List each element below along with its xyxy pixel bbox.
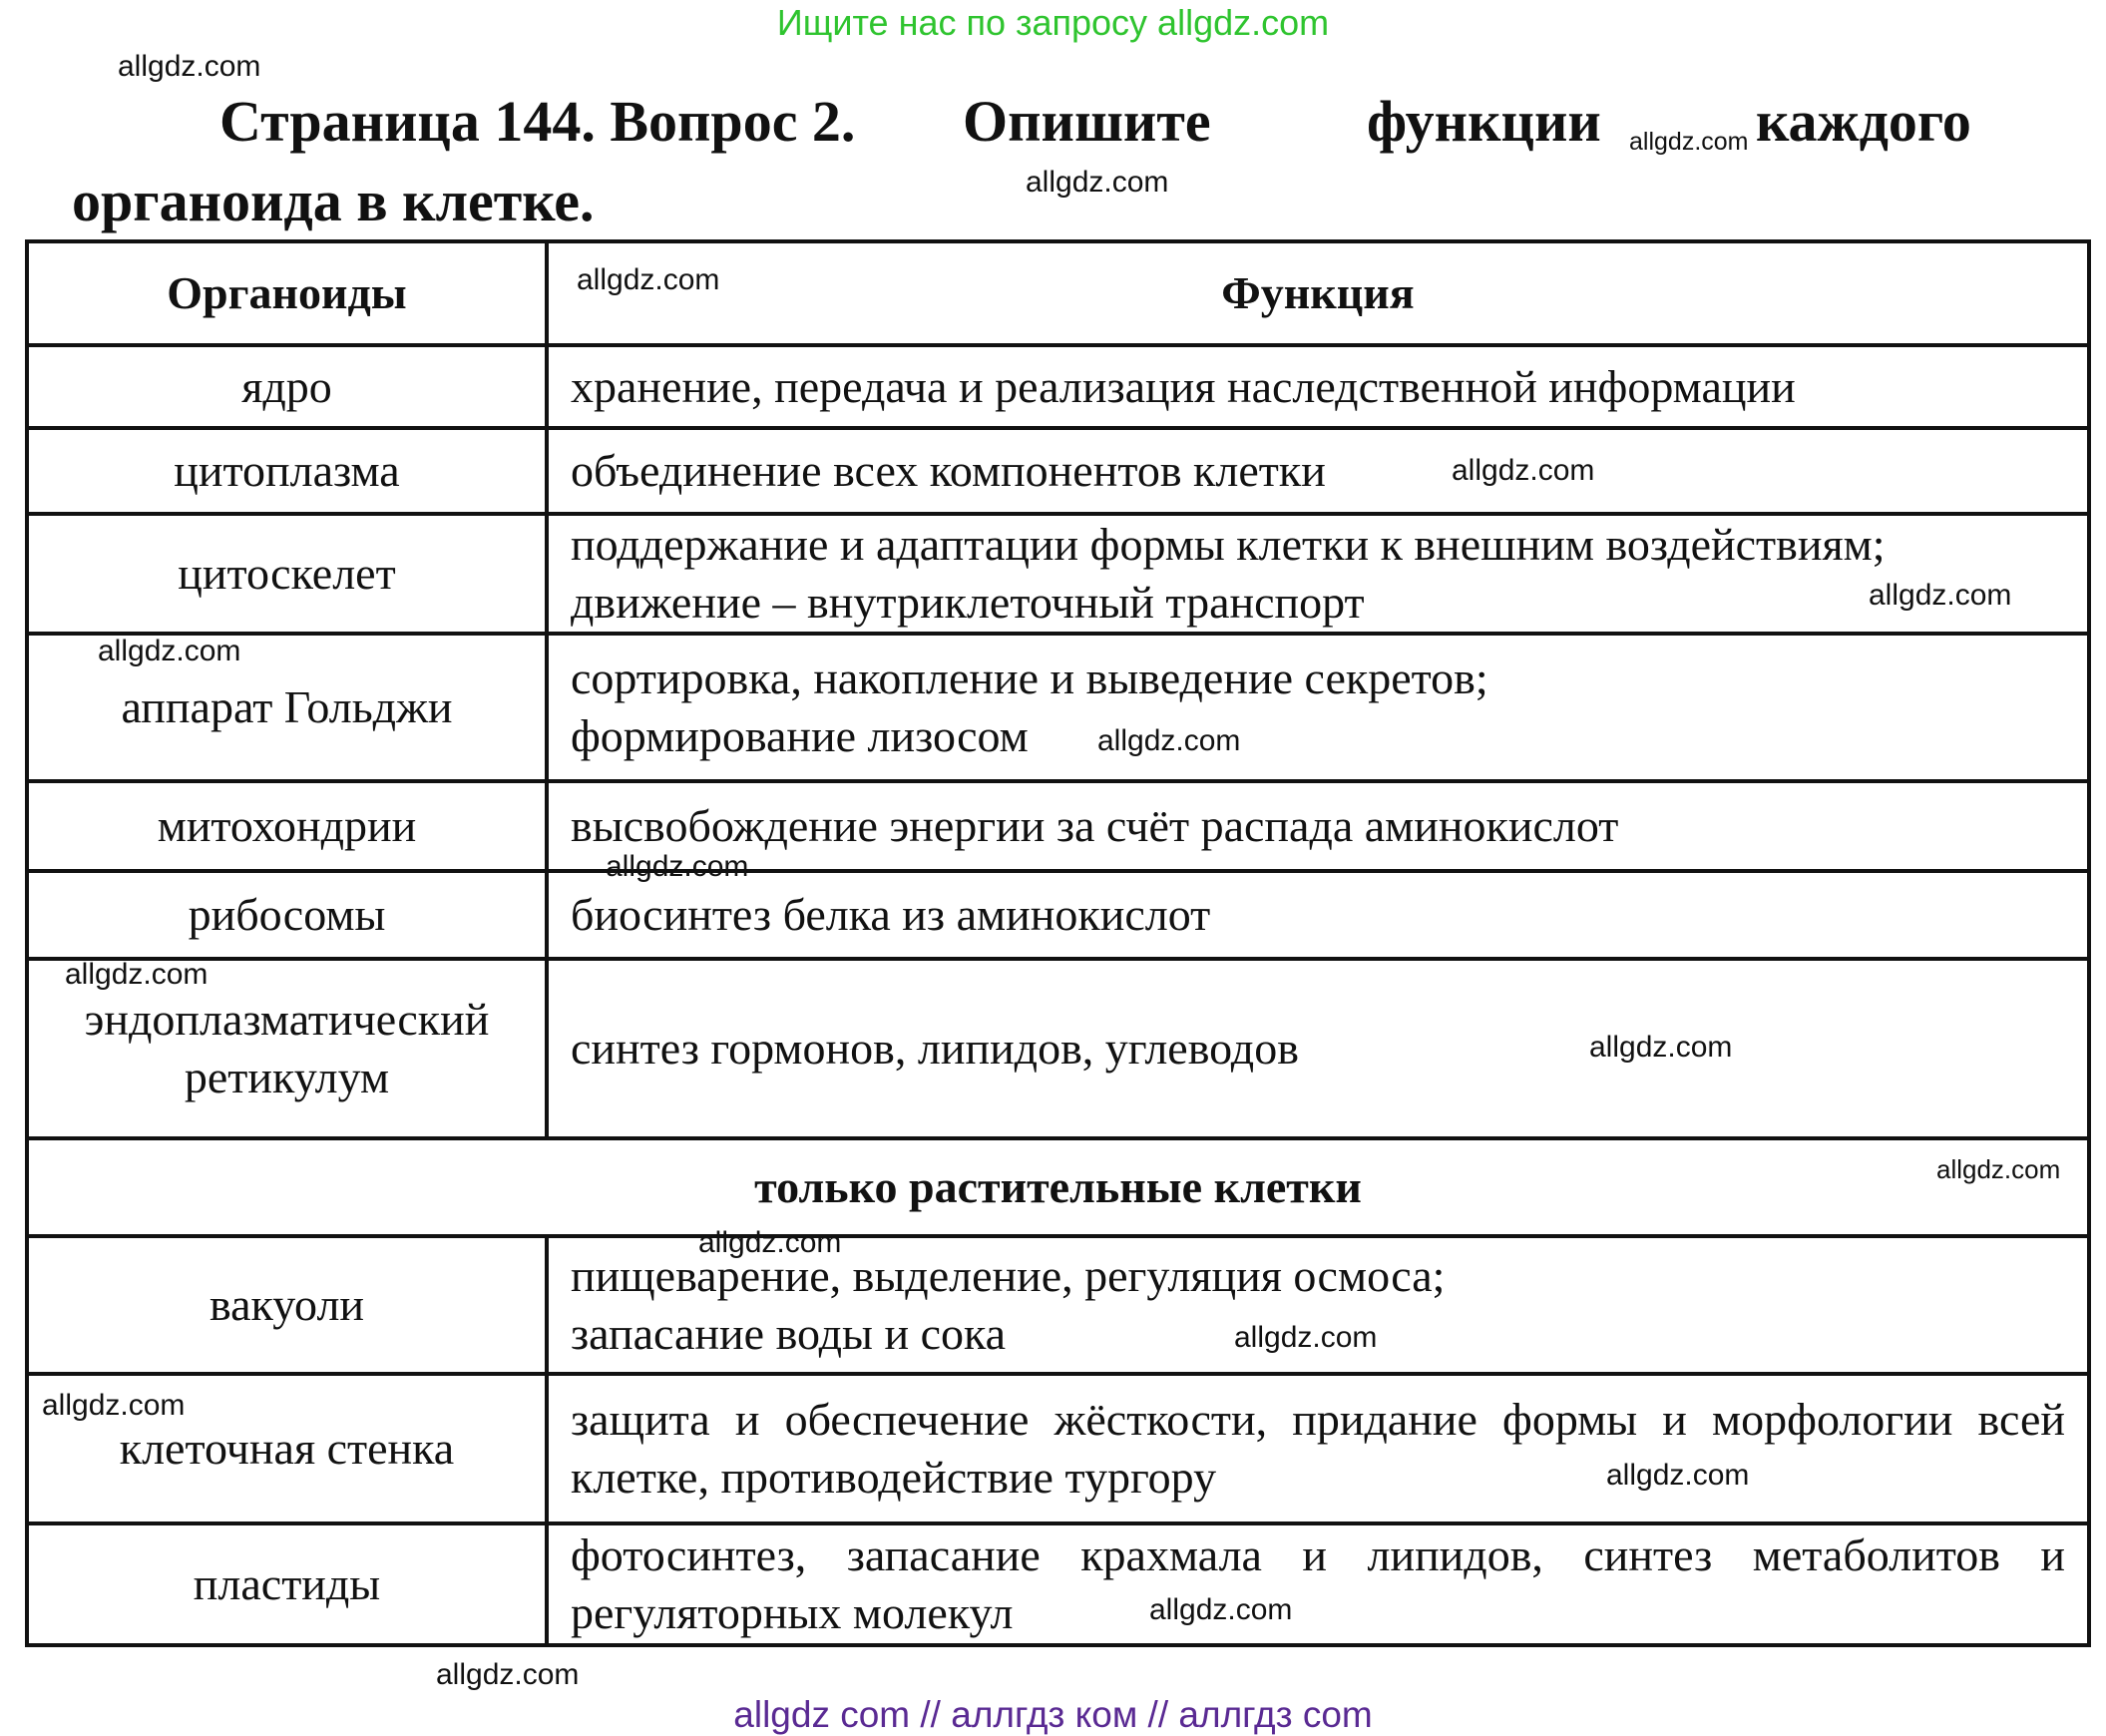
table-row [27,634,2089,781]
watermark: allgdz.com [98,635,241,667]
function-cell [547,634,2089,781]
table-row [27,428,2089,514]
table-row [27,514,2089,634]
title-part-1: Страница 144. Вопрос 2. [219,89,856,154]
table-row [27,1523,2089,1645]
watermark: allgdz.com [606,850,749,883]
watermark: allgdz.com [42,1389,186,1422]
section-heading: только растительные клетки [27,1138,2089,1236]
organoid-line: эндоплазматический [84,994,490,1045]
watermark: allgdz.com [1589,1031,1733,1064]
organoid-cell: вакуоли [27,1236,547,1374]
function-cell: хранение, передача и реализация наследственной информации [547,345,2089,428]
table-row [27,1374,2089,1523]
section-row [27,1138,2089,1236]
function-line: движение – внутриклеточный транспорт [571,577,1365,628]
table-row [27,871,2089,959]
table-row [27,345,2089,428]
organoid-cell: ядро [27,345,547,428]
title-part-3: функции [1367,89,1601,154]
organoid-cell: митохондрии [27,781,547,871]
title-part-2: Опишите [963,89,1211,154]
organoid-cell: пластиды [27,1523,547,1645]
header-function: Функция [547,241,2089,345]
function-line: пищеварение, выделение, регуляция осмоса; [571,1250,1446,1301]
organoid-cell: аппарат Гольджи [27,634,547,781]
function-cell: фотосинтез, запасание крахмала и липидов, синтез метаболитов и регуляторных молекул [547,1523,2089,1645]
function-cell: объединение всех компонентов клетки [547,428,2089,514]
function-cell: защита и обеспечение жёсткости, придание формы и морфологии всей клетке, противодействие тургору [547,1374,2089,1523]
watermark: allgdz.com [698,1226,842,1259]
table-header-row [27,241,2089,345]
watermark: allgdz.com [1869,579,2012,612]
organoid-line: ретикулум [184,1052,390,1102]
top-banner: Ищите нас по запросу allgdz.com [776,2,1330,43]
organoid-cell: рибосомы [27,871,547,959]
bottom-banner: allgdz com // аллгдз ком // аллгдз com [733,1694,1373,1735]
watermark: allgdz.com [1097,724,1241,757]
organoid-cell: клеточная стенка [27,1374,547,1523]
watermark: allgdz.com [1606,1459,1750,1492]
watermark: allgdz.com [1452,454,1595,487]
watermark: allgdz.com [577,263,720,296]
function-line: сортировка, накопление и выведение секретов; [571,652,1488,703]
watermark: allgdz.com [65,958,209,991]
watermark: allgdz.com [1936,1154,2061,1184]
function-cell: синтез гормонов, липидов, углеводов [547,959,2089,1138]
table-row [27,781,2089,871]
title-part-5: органоида в клетке. [72,169,595,233]
watermark: allgdz.com [1149,1593,1293,1626]
function-cell [547,514,2089,634]
organoids-table [25,239,2091,1647]
watermark: allgdz.com [1234,1321,1378,1354]
watermark: allgdz.com [118,50,261,83]
watermark: allgdz.com [1026,166,1169,199]
organoid-cell: цитоскелет [27,514,547,634]
function-line: формирование лизосом [571,710,1029,761]
function-line: запасание воды и сока [571,1308,1007,1359]
title-part-4: каждого [1756,89,1971,154]
function-cell: высвобождение энергии за счёт распада аминокислот [547,781,2089,871]
header-organoids: Органоиды [27,241,547,345]
organoid-cell: цитоплазма [27,428,547,514]
watermark: allgdz.com [1629,128,1749,156]
function-line: поддержание и адаптации формы клетки к внешним воздействиям; [571,519,1886,570]
table-row [27,1236,2089,1374]
watermark: allgdz.com [436,1658,580,1691]
table-row [27,959,2089,1138]
function-cell: биосинтез белка из аминокислот [547,871,2089,959]
